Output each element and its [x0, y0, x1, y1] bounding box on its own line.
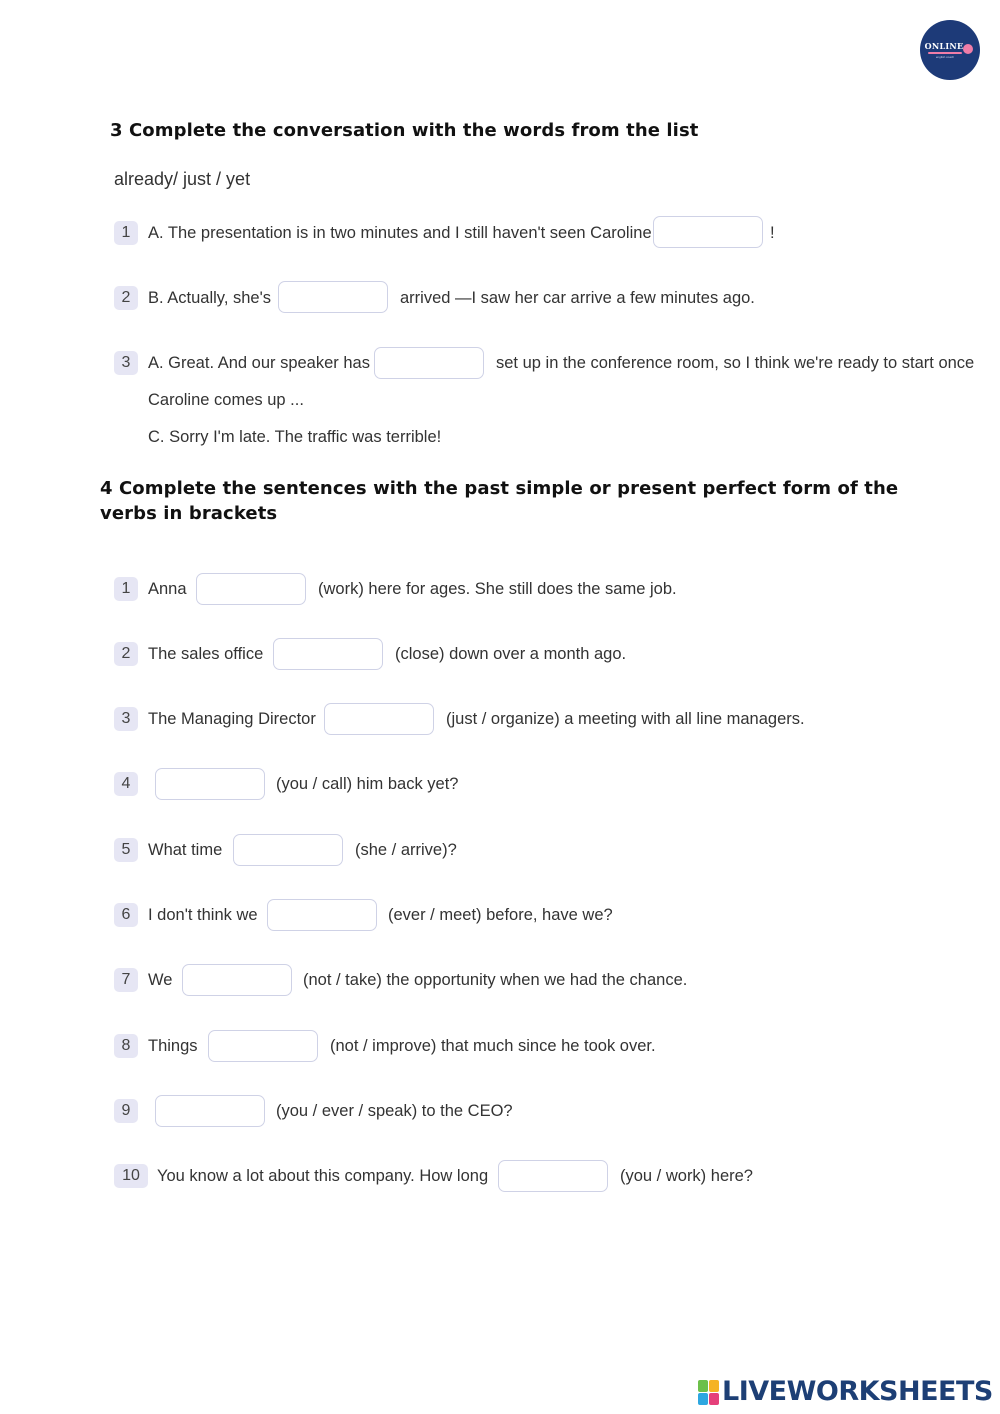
exercise4-item-5-answer-input[interactable]: [233, 834, 343, 866]
exercise4-item-2-after: (close) down over a month ago.: [395, 645, 627, 663]
exercise4-item-7-answer-input[interactable]: [182, 964, 292, 996]
exercise3-word-list: already/ just / yet: [114, 169, 251, 189]
exercise4-item-10-number: 10: [114, 1164, 148, 1188]
exercise4-item-6-text: I don't think we: [148, 906, 258, 924]
exercise4-item-3-answer-input[interactable]: [324, 703, 434, 735]
exercise4-item-5-text: What time: [148, 841, 223, 859]
exercise4-item-8-after: (not / improve) that much since he took over.: [330, 1037, 656, 1055]
exercise4-item-4-number: 4: [114, 772, 138, 796]
exercise4-item-6-number: 6: [114, 903, 138, 927]
exercise4-item-9-after: (you / ever / speak) to the CEO?: [276, 1102, 513, 1120]
exercise4-item-3-text: The Managing Director: [148, 710, 316, 728]
exercise3-item-2-number: 2: [114, 286, 138, 310]
exercise4-item-2-answer-input[interactable]: [273, 638, 383, 670]
exercise3-closing-line: C. Sorry I'm late. The traffic was terrible!: [148, 428, 442, 446]
liveworksheets-logo-icon: [698, 1380, 720, 1406]
exercise4-item-8-text: Things: [148, 1037, 198, 1055]
exercise3-item-1-text: A. The presentation is in two minutes and I still haven't seen Caroline: [148, 224, 652, 242]
exercise4-item-2-number: 2: [114, 642, 138, 666]
exercise4-item-9-number: 9: [114, 1099, 138, 1123]
exercise3-item-1-number: 1: [114, 221, 138, 245]
logo-subtext: english coach: [935, 55, 955, 59]
exercise3-item-3-answer-input[interactable]: [374, 347, 484, 379]
exercise4-item-4-after: (you / call) him back yet?: [276, 775, 459, 793]
exercise4-heading-line2: verbs in brackets: [100, 503, 278, 524]
exercise4-item-6-after: (ever / meet) before, have we?: [388, 906, 613, 924]
exercise4-heading-line1: 4 Complete the sentences with the past simple or present perfect form of the: [100, 478, 899, 499]
exercise4-item-2-text: The sales office: [148, 645, 264, 663]
logo-underline: [928, 52, 962, 54]
exercise3-item-3-after: set up in the conference room, so I think we're ready to start once: [496, 354, 975, 372]
exercise3-item-2-text: B. Actually, she's: [148, 289, 271, 307]
exercise4-item-10-after: (you / work) here?: [620, 1167, 753, 1185]
exercise4-item-5-number: 5: [114, 838, 138, 862]
exercise4-item-9-answer-input[interactable]: [155, 1095, 265, 1127]
exercise4-item-10-text: You know a lot about this company. How long: [157, 1167, 489, 1185]
logo-text: ONLINE: [924, 41, 964, 51]
liveworksheets-brand: LIVEWORKSHEETS: [722, 1376, 993, 1407]
exercise4-item-3-number: 3: [114, 707, 138, 731]
exercise3-item-2-answer-input[interactable]: [278, 281, 388, 313]
exercise4-item-10-answer-input[interactable]: [498, 1160, 608, 1192]
exercise3-item-2-after: arrived —I saw her car arrive a few minutes ago.: [400, 289, 755, 307]
exercise3-item-1-answer-input[interactable]: [653, 216, 763, 248]
exercise4-item-7-number: 7: [114, 968, 138, 992]
exercise4-item-4-answer-input[interactable]: [155, 768, 265, 800]
school-logo: [920, 20, 980, 80]
exercise3-item-3-text: A. Great. And our speaker has: [148, 354, 370, 372]
exercise4-item-1-text: Anna: [148, 580, 187, 598]
exercise4-item-1-number: 1: [114, 577, 138, 601]
exercise4-item-1-answer-input[interactable]: [196, 573, 306, 605]
exercise4-item-8-number: 8: [114, 1034, 138, 1058]
exercise3-item-3-number: 3: [114, 351, 138, 375]
exercise4-item-7-after: (not / take) the opportunity when we had the chance.: [303, 971, 688, 989]
exercise4-item-1-after: (work) here for ages. She still does the same job.: [318, 580, 677, 598]
exercise3-item-1-after: !: [770, 224, 775, 242]
logo-dot-icon: [963, 44, 973, 54]
exercise4-item-3-after: (just / organize) a meeting with all line managers.: [446, 710, 805, 728]
exercise3-heading: 3 Complete the conversation with the words from the list: [110, 120, 699, 141]
exercise3-item-3-continuation: Caroline comes up ...: [148, 391, 304, 409]
exercise4-item-7-text: We: [148, 971, 173, 989]
exercise4-item-6-answer-input[interactable]: [267, 899, 377, 931]
exercise4-item-8-answer-input[interactable]: [208, 1030, 318, 1062]
exercise4-item-5-after: (she / arrive)?: [355, 841, 457, 859]
